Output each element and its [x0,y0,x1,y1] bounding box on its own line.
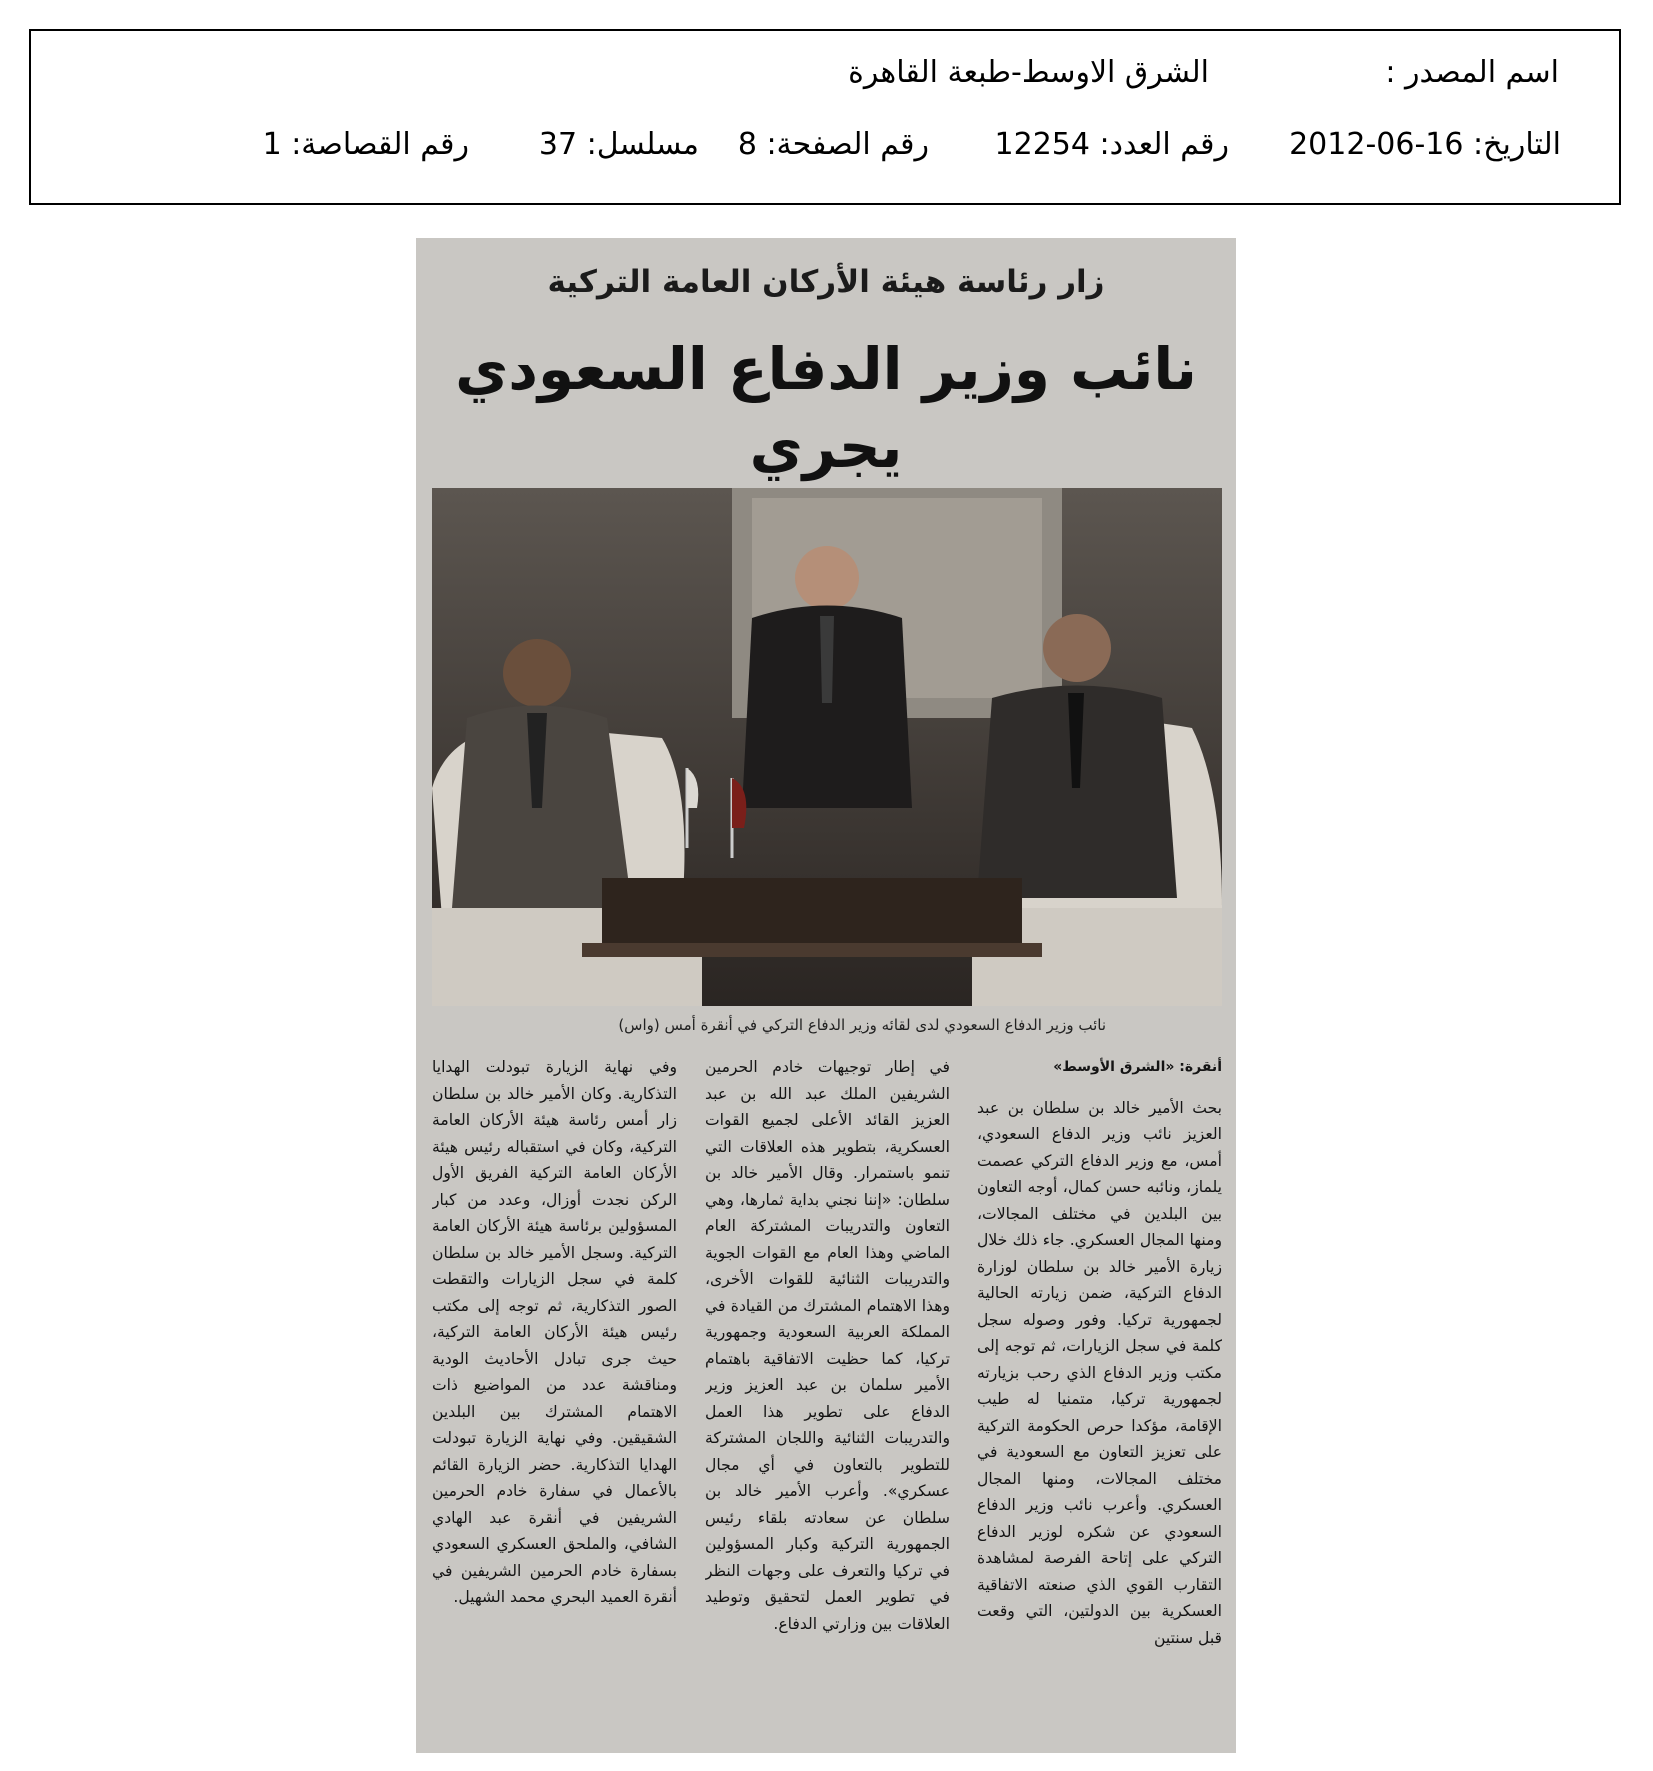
page-field: رقم الصفحة: 8 [737,127,929,162]
column-1-text: بحث الأمير خالد بن سلطان بن عبد العزيز نائب وزير الدفاع السعودي، أمس، مع وزير الدفاع التركي عصمت يلماز، ونائبه حسن كمال، أوجه التعاون بين البلدين في مختلف المجالات، ومنها المجال العسكري. جاء ذلك خلال زيارة الأمير خالد بن سلطان لوزارة الدفاع التركية، ضمن زيارته الحالية لجمهورية تركيا. وفور وصوله سجل كلمة في سجل الزيارات، ثم توجه إلى مكتب وزير الدفاع الذي رحب بزيارته لجمهورية تركيا، متمنيا له طيب الإقامة، مؤكدا حرص الحكومة التركية على تعزيز التعاون مع السعودية في مختلف المجالات، ومنها المجال العسكري. وأعرب نائب وزير الدفاع السعودي عن شكره لوزير الدفاع التركي على إتاحة الفرصة لمشاهدة التقارب القوي الذي صنعته الاتفاقية العسكرية بين الدولتين، التي وقعت قبل سنتين [977,1098,1222,1647]
column-2-text: في إطار توجيهات خادم الحرمين الشريفين الملك عبد الله بن عبد العزيز القائد الأعلى لجميع القوات العسكرية، بتطوير هذه العلاقات التي تنمو باستمرار. وقال الأمير خالد بن سلطان: «إننا نجني بداية ثمارها، وهي التعاون والتدريبات المشتركة العام الماضي وهذا العام مع القوات الجوية والتدريبات الثنائية للقوات الأخرى، وهذا الاهتمام المشترك من القيادة في المملكة العربية السعودية وجمهورية تركيا، كما حظيت الاتفاقية باهتمام الأمير سلمان بن عبد العزيز وزير الدفاع على تطوير هذا العمل والتدريبات الثنائية واللجان المشتركة للتطوير بالتعاون في أي مجال عسكري». وأعرب الأمير خالد بن سلطان عن سعادته بلقاء رئيس الجمهورية التركية وكبار المسؤولين في تركيا والتعرف على وجهات النظر في تطوير العمل لتحقيق وتوطيد العلاقات بين وزارتي الدفاع. [705,1058,950,1633]
date-field: التاريخ: 16-06-2012 [1289,127,1561,162]
photo-caption: نائب وزير الدفاع السعودي لدى لقائه وزير الدفاع التركي في أنقرة أمس (واس) [618,1016,1106,1034]
article-dateline: أنقرة: «الشرق الأوسط» [1053,1059,1222,1075]
article-column-1 [977,1054,1222,1744]
source-value: الشرق الاوسط-طبعة القاهرة [848,55,1209,90]
article-column-3 [432,1054,677,1744]
issue-field: رقم العدد: 12254 [994,127,1229,162]
article-kicker: زار رئاسة هيئة الأركان العامة التركية [547,264,1105,300]
clip-number-field: رقم القصاصة: 1 [262,127,469,162]
clipping-header [29,29,1621,205]
headline-line-1: نائب وزير الدفاع السعودي يجري [455,335,1197,481]
article-photo [432,488,1222,1006]
meeting-photo-illustration [432,488,1222,1006]
column-3-text: وفي نهاية الزيارة تبودلت الهدايا التذكارية. وكان الأمير خالد بن سلطان زار أمس رئاسة هيئة الأركان العامة التركية، وكان في استقباله رئيس هيئة الأركان العامة التركية الفريق الأول الركن نجدت أوزال، وعدد من كبار المسؤولين برئاسة هيئة الأركان العامة التركية. وسجل الأمير خالد بن سلطان كلمة في سجل الزيارات والتقطت الصور التذكارية، ثم توجه إلى مكتب رئيس هيئة الأركان العامة التركية، حيث جرى تبادل الأحاديث الودية ومناقشة عدد من المواضيع ذات الاهتمام المشترك بين البلدين الشقيقين. وفي نهاية الزيارة تبودلت الهدايا التذكارية. حضر الزيارة القائم بالأعمال في سفارة خادم الحرمين الشريفين في أنقرة عبد الهادي الشافي، والملحق العسكري السعودي بسفارة خادم الحرمين الشريفين في أنقرة العميد البحري محمد الشهيل. [432,1058,677,1606]
article-column-2 [705,1054,950,1744]
newspaper-clipping [416,238,1236,1753]
article-body [432,1054,1222,1744]
serial-field: مسلسل: 37 [538,127,699,162]
source-label: اسم المصدر : [1385,55,1559,90]
